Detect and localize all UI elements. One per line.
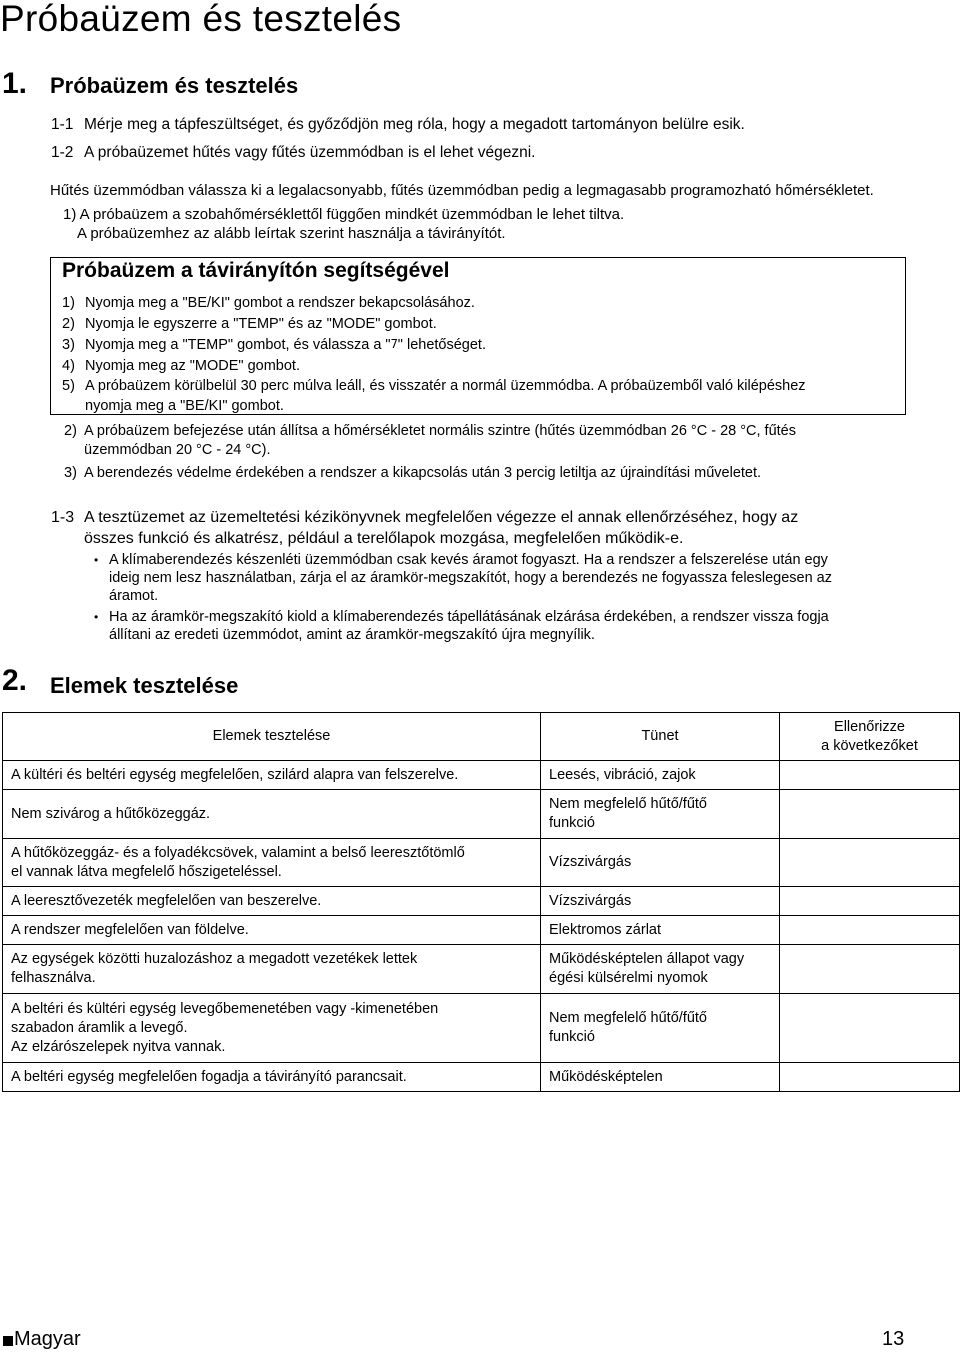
symptom-cell [541, 994, 780, 1063]
section-2-title: Elemek tesztelése [50, 673, 239, 698]
remote-step-4-text: Nyomja meg az "MODE" gombot. [85, 358, 300, 374]
header-test-items [3, 713, 541, 761]
symptom-cell [541, 839, 780, 887]
page-title: Próbaüzem és tesztelés [0, 0, 402, 39]
check-cell [780, 761, 960, 790]
symptom-line: Leesés, vibráció, zajok [549, 766, 696, 783]
bullet-2-line-1: Ha az áramkör-megszakító kiold a klímaberendezés tápellátásának elzárása érdekében, a rendszer vissza fogja [109, 609, 829, 625]
note-2-number: 2) [64, 423, 77, 439]
note-2-line-2: üzemmódban 20 °C - 24 °C). [84, 442, 271, 458]
note-2-line-1: A próbaüzem befejezése után állítsa a hőmérsékletet normális szintre (hűtés üzemmódban 26 °C - 28 °C, fűtés [84, 423, 796, 439]
remote-step-5-number: 5) [62, 378, 75, 394]
symptom-line: Vízszivárgás [549, 854, 632, 870]
item-1-1-number: 1-1 [51, 116, 74, 133]
table-row [3, 994, 960, 1063]
symptom-cell [541, 887, 780, 916]
item-1-3-line-1: A tesztüzemet az üzemeltetési kézikönyvnek megfelelően végezze el annak ellenőrzéséhez, hogy az [84, 509, 799, 526]
test-item-cell [3, 839, 541, 887]
header-check-line-2: a következőket [821, 737, 918, 754]
symptom-line: Működésképtelen [549, 1068, 663, 1085]
note-1-line-1: 1) A próbaüzem a szobahőmérséklettől függően mindkét üzemmódban le lehet tiltva. [63, 206, 625, 223]
test-item-line: felhasználva. [11, 970, 96, 986]
table-row [3, 839, 960, 887]
test-item-line: A rendszer megfelelően van földelve. [11, 921, 249, 938]
note-3-text: A berendezés védelme érdekében a rendszer a kikapcsolás után 3 percig letiltja az újraindítási műveletet. [84, 465, 762, 481]
symptom-line: Elektromos zárlat [549, 921, 662, 938]
bullet-icon: • [94, 553, 99, 567]
symptom-line: Nem megfelelő hűtő/fűtő [549, 1010, 707, 1026]
header-check-line-1: Ellenőrizze [834, 718, 905, 735]
test-mode-symbol: 7 [390, 337, 398, 351]
remote-step-3-text-after: " lehetőséget. [397, 337, 486, 353]
test-item-line: Az elzárószelepek nyitva vannak. [11, 1038, 226, 1055]
bullet-1-line-1: A klímaberendezés készenléti üzemmódban csak kevés áramot fogyaszt. Ha a rendszer a felszerelése után egy [109, 552, 828, 568]
bullet-1-line-3: áramot. [109, 588, 159, 604]
table-row [3, 945, 960, 994]
test-item-line: A leeresztővezeték megfelelően van beszerelve. [11, 892, 322, 909]
remote-step-2-number: 2) [62, 316, 75, 332]
table-row [3, 887, 960, 916]
check-cell [780, 1063, 960, 1092]
test-item-line: A beltéri és kültéri egység levegőbemenetében vagy -kimenetében [11, 1000, 439, 1017]
symptom-cell [541, 761, 780, 790]
check-cell [780, 916, 960, 945]
symptom-cell [541, 1063, 780, 1092]
symptom-cell [541, 945, 780, 994]
section-1-number: 1. [2, 67, 28, 100]
test-item-line: A hűtőközeggáz- és a folyadékcsövek, valamint a belső leeresztőtömlő [11, 844, 465, 861]
item-1-2-number: 1-2 [51, 144, 74, 161]
symptom-line: funkció [549, 815, 595, 831]
footer-square-icon [3, 1336, 13, 1346]
symptom-line: funkció [549, 1029, 595, 1045]
check-cell [780, 839, 960, 887]
test-items-table [2, 712, 960, 1092]
check-cell [780, 790, 960, 839]
symptom-cell [541, 916, 780, 945]
test-item-line: A kültéri és beltéri egység megfelelően, szilárd alapra van felszerelve. [11, 766, 459, 783]
test-item-cell [3, 945, 541, 994]
remote-step-1-number: 1) [62, 295, 75, 311]
remote-step-4-number: 4) [62, 358, 75, 374]
check-cell [780, 945, 960, 994]
remote-step-5-line-2: nyomja meg a "BE/KI" gombot. [85, 398, 284, 414]
test-item-cell [3, 887, 541, 916]
note-3-number: 3) [64, 465, 77, 481]
page-number: 13 [882, 1328, 905, 1350]
test-item-line: Az egységek közötti huzalozáshoz a megadott vezetékek lettek [11, 951, 418, 967]
remote-step-3-text [85, 337, 486, 353]
table-header-row [3, 713, 960, 761]
note-1-line-2: A próbaüzemhez az alább leírtak szerint használja a távirányítót. [77, 225, 506, 242]
remote-step-1-text: Nyomja meg a "BE/KI" gombot a rendszer bekapcsolásához. [85, 295, 475, 311]
bullet-icon: • [94, 610, 99, 624]
header-test-items-label: Elemek tesztelése [212, 728, 331, 744]
symptom-line: égési külsérelmi nyomok [549, 970, 708, 986]
item-1-3-number: 1-3 [51, 509, 75, 526]
table-row [3, 761, 960, 790]
table-row [3, 1063, 960, 1092]
remote-step-3-number: 3) [62, 337, 75, 353]
footer-language: Magyar [14, 1328, 81, 1350]
test-item-cell [3, 916, 541, 945]
symptom-line: Vízszivárgás [549, 892, 632, 909]
section-1-title: Próbaüzem és tesztelés [50, 73, 299, 98]
bullet-2-line-2: állítani az eredeti üzemmódot, amint az áramkör-megszakító újra megnyílik. [109, 627, 595, 643]
header-symptom [541, 713, 780, 761]
item-1-3-line-2: összes funkció és alkatrész, például a terelőlapok mozgása, megfelelően működik-e. [84, 530, 684, 547]
symptom-line: Nem megfelelő hűtő/fűtő [549, 796, 707, 812]
remote-step-5-line-1: A próbaüzem körülbelül 30 perc múlva leáll, és visszatér a normál üzemmódba. A próbaüzemből való kilépéshez [85, 378, 806, 394]
bullet-1-line-2: ideig nem lesz használatban, zárja el az áramkör-megszakítót, hogy a berendezés ne fogyassza feleslegesen az [109, 570, 832, 586]
header-symptom-label: Tünet [641, 728, 679, 744]
symptom-line: Működésképtelen állapot vagy [549, 951, 745, 967]
check-cell [780, 887, 960, 916]
item-1-2-text: A próbaüzemet hűtés vagy fűtés üzemmódban is el lehet végezni. [84, 144, 536, 161]
test-item-line: el vannak látva megfelelő hőszigeteléssel. [11, 863, 282, 880]
test-item-line: szabadon áramlik a levegő. [11, 1019, 188, 1036]
table-row [3, 916, 960, 945]
item-1-1-text: Mérje meg a tápfeszültséget, és győződjön meg róla, hogy a megadott tartományon belülre esik. [84, 116, 745, 133]
table-row [3, 790, 960, 839]
remote-box-title: Próbaüzem a távirányítón segítségével [62, 259, 450, 282]
symptom-cell [541, 790, 780, 839]
test-item-cell [3, 761, 541, 790]
remote-step-3-text-before: Nyomja meg a "TEMP" gombot, és válassza a " [85, 337, 391, 353]
test-item-cell [3, 790, 541, 839]
remote-step-2-text: Nyomja le egyszerre a "TEMP" és az "MODE" gombot. [85, 316, 437, 332]
heating-cooling-note: Hűtés üzemmódban válassza ki a legalacsonyabb, fűtés üzemmódban pedig a legmagasabb programozható hőmérsékletet. [50, 182, 874, 199]
test-item-line: Nem szivárog a hűtőközeggáz. [11, 805, 211, 822]
check-cell [780, 994, 960, 1063]
header-check [780, 713, 960, 761]
test-item-line: A beltéri egység megfelelően fogadja a távirányító parancsait. [11, 1068, 407, 1085]
section-2-number: 2. [2, 664, 28, 697]
test-item-cell [3, 994, 541, 1063]
test-item-cell [3, 1063, 541, 1092]
